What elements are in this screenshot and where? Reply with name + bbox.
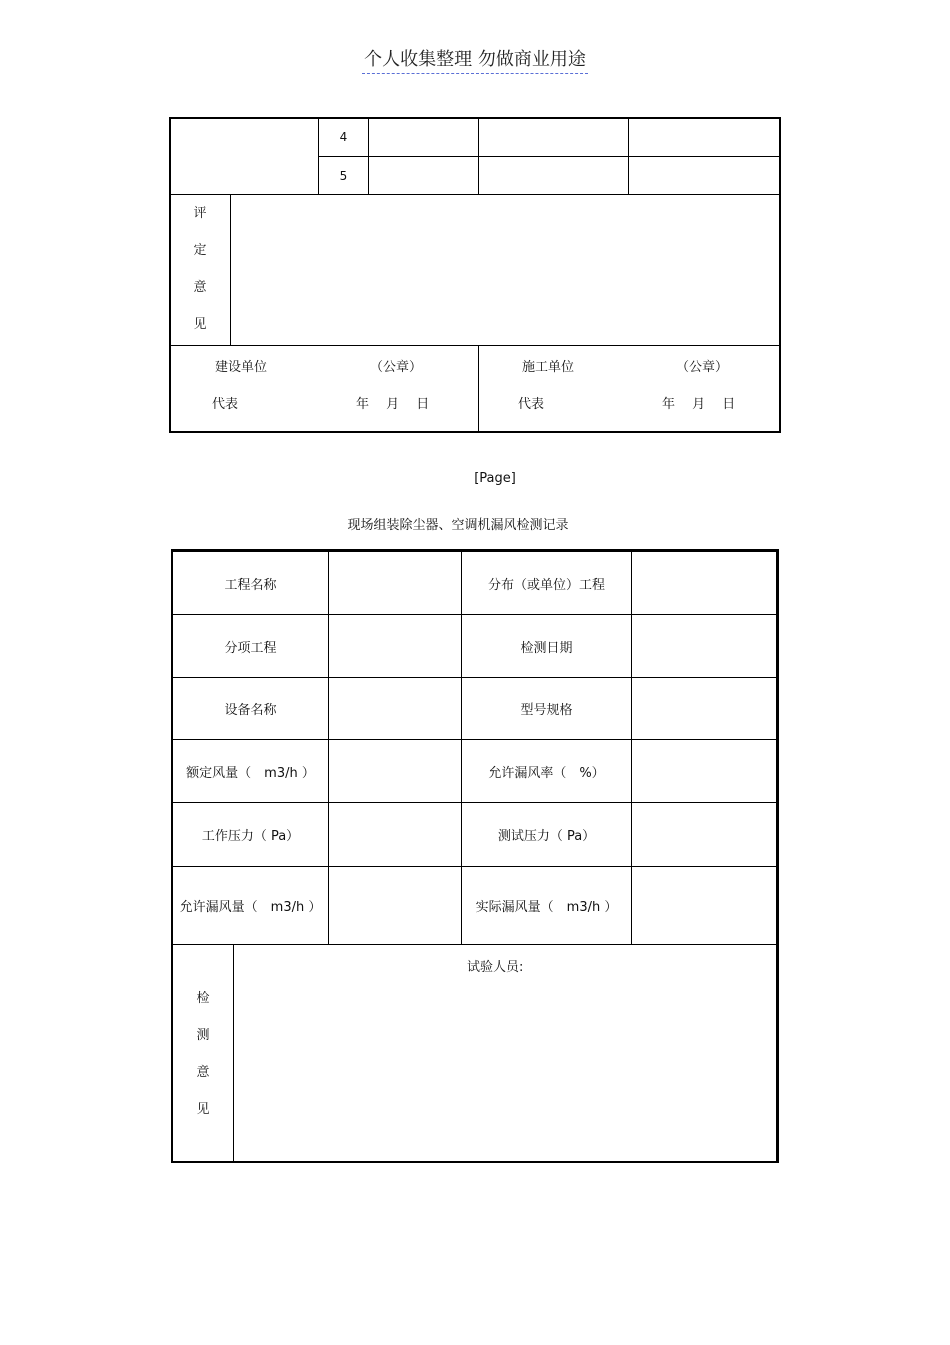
- opinion-char-4: 见: [193, 317, 207, 332]
- builder-unit-seal: （公章）: [676, 360, 729, 375]
- table1-hline-opinion: [170, 345, 780, 346]
- row-number-5: 5: [339, 168, 348, 183]
- builder-unit-date: 年 月 日: [662, 397, 736, 412]
- builder-unit-label: 施工单位: [522, 360, 575, 375]
- value-actual-leak-volume[interactable]: [632, 867, 776, 944]
- value-equipment-name[interactable]: [329, 678, 461, 739]
- row-number-4: 4: [339, 130, 348, 144]
- opinion-char-2: 定: [193, 243, 207, 258]
- table1-vline-b: [368, 118, 369, 195]
- table1-border-right: [779, 117, 781, 433]
- value-test-date[interactable]: [632, 615, 776, 677]
- test-opinion-char-1: 检: [196, 991, 210, 1006]
- value-allowed-leak-volume[interactable]: [329, 867, 461, 944]
- value-model-spec[interactable]: [632, 678, 776, 739]
- label-sub-item-project: 分项工程: [224, 640, 277, 656]
- evaluation-opinion-label: [170, 195, 230, 345]
- table1-vline-d: [628, 118, 629, 195]
- table1-border-bottom: [169, 431, 781, 433]
- opinion-char-3: 意: [193, 280, 207, 295]
- opinion-char-1: 评: [193, 206, 207, 221]
- test-opinion-char-3: 意: [196, 1065, 210, 1080]
- construction-unit-label: 建设单位: [215, 360, 268, 375]
- label-model-spec: 型号规格: [520, 703, 573, 718]
- label-sub-unit-project: 分布（或单位）工程: [487, 577, 605, 593]
- table1-vline-signature: [478, 346, 479, 432]
- label-working-pressure: 工作压力（ Pa）: [201, 829, 300, 844]
- table1-hline-row4: [318, 156, 780, 157]
- builder-unit-rep: 代表: [518, 397, 545, 412]
- label-project-name: 工程名称: [224, 577, 277, 593]
- value-allowed-leak-rate[interactable]: [632, 740, 776, 802]
- table2-border-right: [776, 549, 779, 1163]
- label-test-pressure: 测试压力（ Pa）: [497, 829, 596, 844]
- label-allowed-leak-volume: 允许漏风量（ m3/h ）: [179, 900, 322, 915]
- page-header-title: [0, 46, 950, 72]
- tester-label: 试验人员:: [467, 960, 524, 975]
- construction-unit-rep: 代表: [212, 397, 239, 412]
- test-opinion-char-4: 见: [196, 1102, 210, 1117]
- label-rated-airflow: 额定风量（ m3/h ）: [186, 765, 315, 781]
- test-opinion-area[interactable]: [234, 945, 776, 1161]
- construction-unit-seal: （公章）: [370, 360, 423, 375]
- label-equipment-name: 设备名称: [224, 703, 277, 718]
- construction-unit-date: 年 月 日: [356, 397, 430, 412]
- page-marker: [Page]: [474, 470, 516, 486]
- table1-vline-c: [478, 118, 479, 195]
- header-title-text: 个人收集整理 勿做商业用途: [362, 45, 588, 74]
- value-working-pressure[interactable]: [329, 803, 461, 866]
- test-opinion-char-2: 测: [196, 1028, 210, 1043]
- label-actual-leak-volume: 实际漏风量（ m3/h ）: [475, 900, 618, 915]
- table2-border-bottom: [171, 1161, 779, 1163]
- value-project-name[interactable]: [329, 552, 461, 614]
- form-title: 现场组装除尘器、空调机漏风检测记录: [347, 517, 569, 533]
- value-rated-airflow[interactable]: [329, 740, 461, 802]
- test-opinion-label: [173, 980, 233, 1130]
- value-sub-unit-project[interactable]: [632, 552, 776, 614]
- table1-border-top: [169, 117, 781, 119]
- label-test-date: 检测日期: [520, 640, 573, 656]
- label-allowed-leak-rate: 允许漏风率（ %）: [488, 765, 605, 781]
- value-sub-item-project[interactable]: [329, 615, 461, 677]
- value-test-pressure[interactable]: [632, 803, 776, 866]
- evaluation-opinion-area[interactable]: [231, 195, 779, 345]
